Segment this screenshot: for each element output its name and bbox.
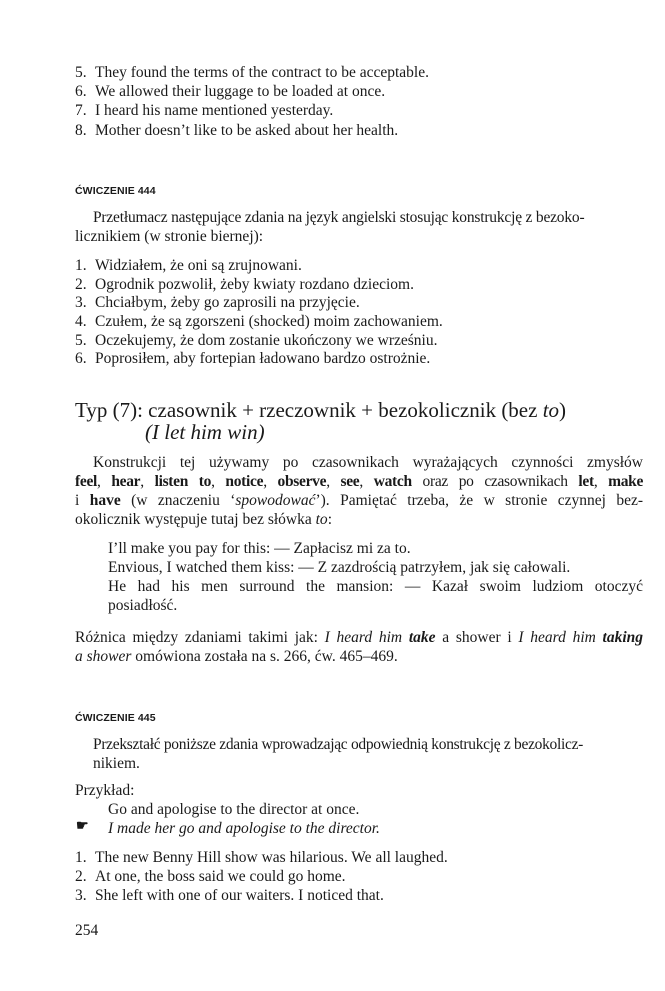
example-answer: I made her go and apologise to the director. [108, 820, 380, 837]
example-sentence: I’ll make you pay for this: — Zapłacisz mi za to. [108, 540, 411, 557]
list-item: 2. Ogrodnik pozwolił, żeby kwiaty rozdano dzieciom. [75, 276, 414, 293]
list-item: 4. Czułem, że są zgorszeni (shocked) moim zachowaniem. [75, 313, 443, 330]
section-title: Typ (7): czasownik + rzeczownik + bezokolicznik (bez to) [75, 398, 567, 422]
list-item: 5. Oczekujemy, że dom zostanie ukończony we wrześniu. [75, 332, 438, 349]
note-line: a shower omówiona została na s. 266, ćw. 465–469. [75, 648, 398, 665]
list-item: 8. Mother doesn’t like to be asked about her health. [75, 122, 399, 139]
paragraph-line: feel, hear, listen to, notice, observe, see, watch oraz po czasownikach let, make [75, 473, 644, 490]
exercise-444-instruction: Przetłumacz następujące zdania na język angielski stosując konstrukcję z bezoko- [93, 209, 585, 226]
example-sentence: He had his men surround the mansion: — Kazał swoim ludziom otoczyć [108, 578, 643, 595]
note-line: Różnica między zdaniami takimi jak: I heard him take a shower i I heard him taking [75, 629, 644, 646]
exercise-444-instruction-cont: licznikiem (w stronie biernej): [75, 228, 264, 245]
example-question: Go and apologise to the director at once. [108, 801, 360, 818]
list-item: 5. They found the terms of the contract to be acceptable. [75, 64, 429, 81]
list-item: 7. I heard his name mentioned yesterday. [75, 102, 334, 119]
list-item: 1. Widziałem, że oni są zrujnowani. [75, 257, 302, 274]
example-sentence: Envious, I watched them kiss: — Z zazdrością patrzyłem, jak się całowali. [108, 559, 571, 576]
list-item: 6. Poprosiłem, aby fortepian ładowano bardzo ostrożnie. [75, 350, 431, 367]
pointing-hand-icon: ☛ [76, 819, 89, 834]
list-item: 1. The new Benny Hill show was hilarious. We all laughed. [75, 849, 448, 866]
paragraph-line: okolicznik występuje tutaj bez słówka to: [75, 511, 332, 528]
exercise-445-heading: ĆWICZENIE 445 [75, 712, 156, 724]
example-label: Przykład: [75, 782, 135, 799]
list-item: 2. At one, the boss said we could go home. [75, 868, 346, 885]
exercise-445-instruction: Przekształć poniższe zdania wprowadzając odpowiednią konstrukcję z bezokolicz- [93, 736, 584, 753]
page-number: 254 [75, 922, 99, 939]
section-subtitle: (I let him win) [145, 420, 265, 444]
exercise-445-instruction-cont: nikiem. [93, 755, 140, 772]
paragraph-line: Konstrukcji tej używamy po czasownikach wyrażających czynności zmysłów [93, 454, 643, 471]
list-item: 3. Chciałbym, żeby go zaprosili na przyjęcie. [75, 294, 360, 311]
exercise-444-heading: ĆWICZENIE 444 [75, 185, 156, 197]
example-sentence-cont: posiadłość. [108, 597, 178, 614]
list-item: 3. She left with one of our waiters. I noticed that. [75, 887, 384, 904]
list-item: 6. We allowed their luggage to be loaded at once. [75, 83, 386, 100]
paragraph-line: i have (w znaczeniu ‘spowodować’). Pamiętać trzeba, że w stronie czynnej bez- [75, 492, 644, 509]
